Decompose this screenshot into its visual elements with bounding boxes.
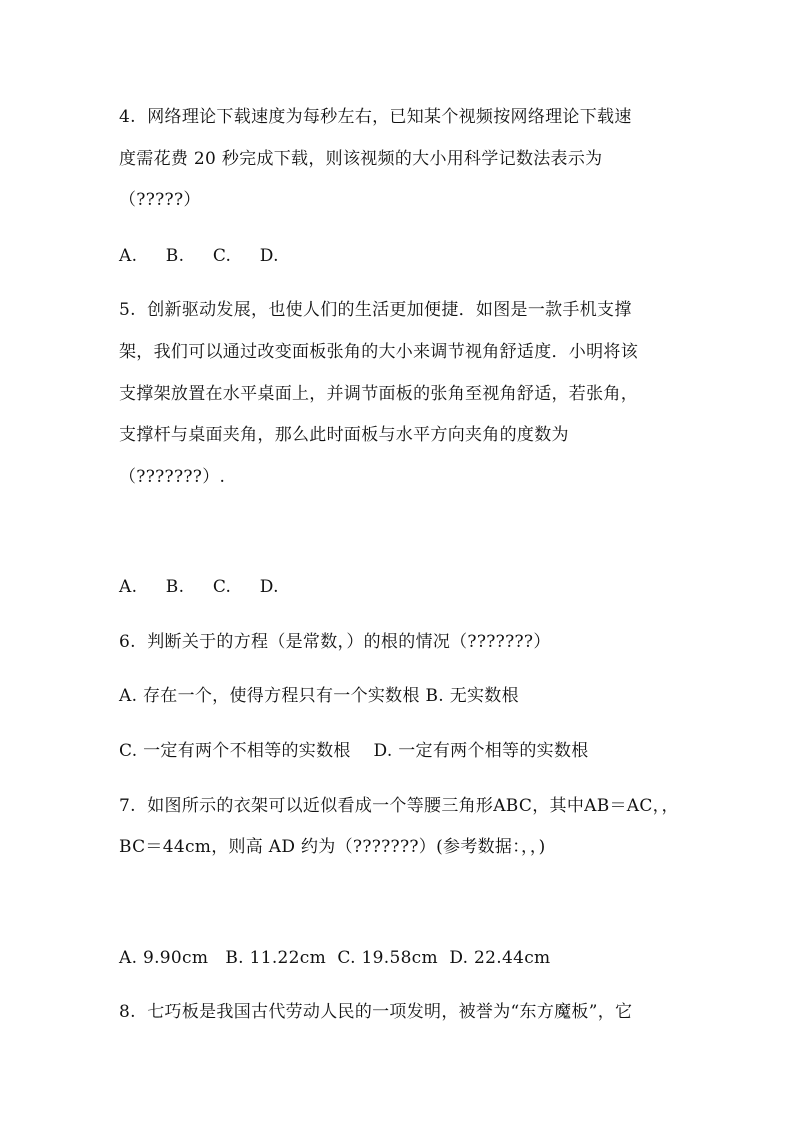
question-5-line-1: 5. 创新驱动发展，也使人们的生活更加便捷．如图是一款手机支撑 — [119, 300, 632, 320]
question-4-line-1: 4. 网络理论下载速度为每秒左右，已知某个视频按网络理论下载速 — [119, 107, 632, 127]
question-4-options: A. B. C. D. — [119, 246, 279, 266]
question-4-line-2: 度需花费 20 秒完成下载，则该视频的大小用科学记数法表示为 — [119, 149, 603, 169]
question-5-line-5: （???????）. — [119, 467, 226, 487]
question-6-options-row-1: A. 存在一个，使得方程只有一个实数根 B. 无实数根 — [119, 686, 519, 706]
question-5-line-2: 架，我们可以通过改变面板张角的大小来调节视角舒适度．小明将该 — [119, 342, 638, 362]
question-5-options: A. B. C. D. — [119, 577, 279, 597]
question-6-options-row-2: C. 一定有两个不相等的实数根 D. 一定有两个相等的实数根 — [119, 741, 589, 761]
question-8-line-1: 8. 七巧板是我国古代劳动人民的一项发明，被誉为“东方魔板”，它 — [119, 1002, 633, 1022]
question-7-options: A. 9.90cm B. 11.22cm C. 19.58cm D. 22.44cm — [119, 948, 551, 968]
question-6-line-1: 6. 判断关于的方程（是常数，）的根的情况（???????） — [119, 632, 551, 652]
question-4-line-3: （?????） — [119, 190, 201, 210]
question-5-line-4: 支撑杆与桌面夹角，那么此时面板与水平方向夹角的度数为 — [119, 425, 569, 445]
question-7-line-1: 7. 如图所示的衣架可以近似看成一个等腰三角形ABC，其中AB＝AC，， — [119, 796, 679, 816]
question-7-line-2: BC＝44cm，则高 AD 约为（???????）(参考数据：，，) — [119, 837, 546, 857]
question-5-line-3: 支撑架放置在水平桌面上，并调节面板的张角至视角舒适，若张角， — [119, 384, 638, 404]
